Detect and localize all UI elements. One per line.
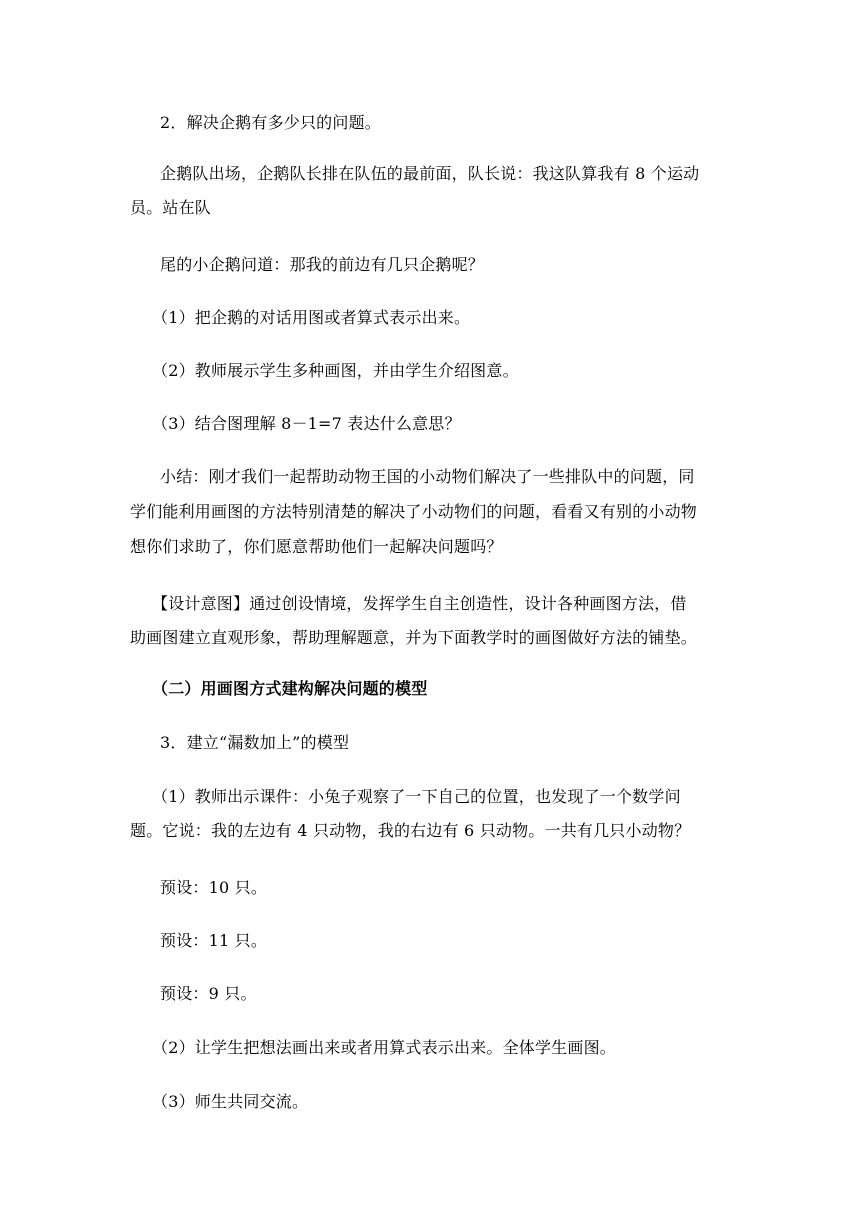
paragraph-penguin-question: 尾的小企鹅问道：那我的前边有几只企鹅呢？ (160, 255, 485, 274)
paragraph-model-heading: 3．建立“漏数加上”的模型 (160, 733, 350, 752)
paragraph-step-2: （2）教师展示学生多种画图，并由学生介绍图意。 (152, 361, 519, 380)
paragraph-step-3: （3）结合图理解 8－1=7 表达什么意思？ (152, 414, 461, 433)
paragraph-penguin-story-line1: 企鹅队出场，企鹅队长排在队伍的最前面，队长说：我这队算我有 8 个运动 (160, 164, 700, 183)
paragraph-summary-line3: 想你们求助了，你们愿意帮助他们一起解决问题吗？ (130, 537, 503, 556)
paragraph-preset-9: 预设：9 只。 (160, 984, 257, 1003)
paragraph-penguin-problem-heading: 2．解决企鹅有多少只的问题。 (160, 113, 381, 132)
paragraph-rabbit-problem-line1: （1）教师出示课件：小兔子观察了一下自己的位置，也发现了一个数学问 (152, 787, 681, 806)
paragraph-design-intent-line2: 助画图建立直观形象，帮助理解题意，并为下面教学时的画图做好方法的铺垫。 (130, 628, 698, 647)
paragraph-design-intent-line1: 【设计意图】通过创设情境，发挥学生自主创造性，设计各种画图方法，借 (152, 594, 687, 613)
paragraph-summary-line1: 小结：刚才我们一起帮助动物王国的小动物们解决了一些排队中的问题，同 (160, 467, 695, 486)
paragraph-preset-10: 预设：10 只。 (160, 878, 268, 897)
paragraph-draw-step: （2）让学生把想法画出来或者用算式表示出来。全体学生画图。 (152, 1038, 616, 1057)
paragraph-rabbit-problem-line2: 题。它说：我的左边有 4 只动物，我的右边有 6 只动物。一共有几只小动物？ (130, 821, 691, 840)
paragraph-step-1: （1）把企鹅的对话用图或者算式表示出来。 (152, 308, 471, 327)
paragraph-share-step: （3）师生共同交流。 (152, 1092, 309, 1111)
section-heading-model: （二）用画图方式建构解决问题的模型 (152, 679, 428, 698)
paragraph-preset-11: 预设：11 只。 (160, 931, 268, 950)
paragraph-summary-line2: 学们能利用画图的方法特别清楚的解决了小动物们的问题，看看又有别的小动物 (130, 502, 698, 521)
paragraph-penguin-story-line2: 员。站在队 (130, 198, 212, 217)
